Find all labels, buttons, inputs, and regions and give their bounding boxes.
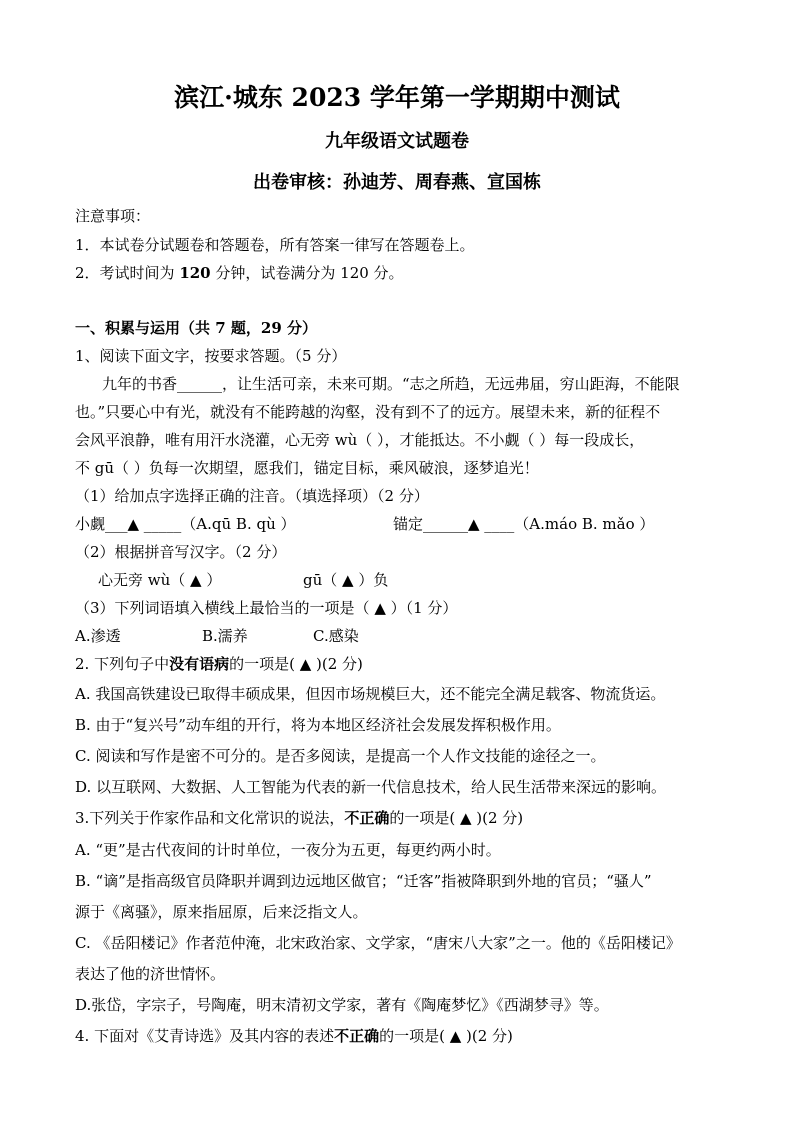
q1-sub2-item-a: 心无旁 wù（ ▲ ） bbox=[98, 571, 222, 589]
notes-item-2: 2．考试时间为 120 分钟，试卷满分为 120 分。 bbox=[75, 264, 404, 282]
q1-passage-line-4: 不 gū（ ）负每一次期望，愿我们，锚定目标，乘风破浪，逐梦追光！ bbox=[75, 459, 539, 477]
q1-passage-line-3: 会风平浪静，唯有用汗水浇灌，心无旁 wù（ ），才能抵达。不小觑（ ）每一段成长， bbox=[75, 431, 645, 449]
q1-sub2: （2）根据拼音写汉字。（2 分） bbox=[75, 543, 287, 561]
q2-option-c: C. 阅读和写作是密不可分的。是否多阅读，是提高一个人作文技能的途径之一。 bbox=[75, 747, 606, 765]
q2-stem: 2. 下列句子中没有语病的一项是( ▲ )(2 分) bbox=[75, 655, 363, 673]
q3-option-b-line-2: 源于《离骚》，原来指屈原，后来泛指文人。 bbox=[75, 903, 368, 921]
q1-option-a: A.渗透 bbox=[75, 627, 121, 645]
q2-option-d: D. 以互联网、大数据、人工智能为代表的新一代信息技术，给人民生活带来深远的影响。 bbox=[75, 778, 667, 796]
q3-option-c-line-1: C. 《岳阳楼记》作者范仲淹，北宋政治家、文学家，“唐宋八大家”之一。他的《岳阳楼记》 bbox=[75, 934, 681, 952]
q1-option-b: B.濡养 bbox=[202, 627, 248, 645]
q3-option-b-line-1: B. “谪”是指高级官员降职并调到边远地区做官；“迁客”指被降职到外地的官员；“骚人” bbox=[75, 872, 652, 890]
q2-option-a: A. 我国高铁建设已取得丰硕成果，但因市场规模巨大，还不能完全满足载客、物流货运。 bbox=[75, 685, 666, 703]
q1-sub1-item-a: 小觑___▲ _____（A.qū B. qù ） bbox=[75, 515, 296, 533]
q3-option-d: D.张岱，字宗子，号陶庵，明末清初文学家，著有《陶庵梦忆》《西湖梦寻》等。 bbox=[75, 996, 609, 1014]
exam-title: 滨江·城东 2023 学年第一学期期中测试 bbox=[174, 83, 620, 112]
q2-option-b: B. 由于“复兴号”动车组的开行，将为本地区经济社会发展发挥积极作用。 bbox=[75, 716, 561, 734]
q1-passage-line-2: 也。”只要心中有光，就没有不能跨越的沟壑，没有到不了的远方。展望未来，新的征程不 bbox=[75, 403, 661, 421]
q1-sub2-item-b: gū（ ▲ ）负 bbox=[303, 571, 389, 589]
q1-option-c: C.感染 bbox=[313, 627, 359, 645]
section-1-heading: 一、积累与运用（共 7 题，29 分） bbox=[75, 319, 317, 337]
q1-sub3: （3）下列词语填入横线上最恰当的一项是（ ▲ ）（1 分） bbox=[75, 599, 458, 617]
q1-passage-line-1: 九年的书香______，让生活可亲，未来可期。“志之所趋，无远弗届，穷山距海，不能限 bbox=[102, 375, 680, 393]
notes-heading: 注意事项： bbox=[75, 207, 151, 225]
notes-item-1: 1．本试卷分试题卷和答题卷，所有答案一律写在答题卷上。 bbox=[75, 236, 475, 254]
q1-sub1: （1）给加点字选择正确的注音。（填选择项）（2 分） bbox=[75, 487, 429, 505]
q4-stem: 4. 下面对《艾青诗选》及其内容的表述不正确的一项是( ▲ )(2 分) bbox=[75, 1027, 513, 1045]
q3-option-a: A. “更”是古代夜间的计时单位，一夜分为五更，每更约两小时。 bbox=[75, 841, 501, 859]
q3-stem: 3.下列关于作家作品和文化常识的说法，不正确的一项是( ▲ )(2 分) bbox=[75, 809, 524, 827]
exam-subtitle: 九年级语文试题卷 bbox=[325, 131, 469, 152]
q1-stem: 1、阅读下面文字，按要求答题。（5 分） bbox=[75, 347, 347, 365]
q1-sub1-item-b: 锚定______▲ ____（A.máo B. mǎo ） bbox=[393, 515, 655, 533]
q3-option-c-line-2: 表达了他的济世情怀。 bbox=[75, 965, 226, 983]
exam-reviewers: 出卷审核：孙迪芳、周春燕、宣国栋 bbox=[253, 172, 541, 193]
